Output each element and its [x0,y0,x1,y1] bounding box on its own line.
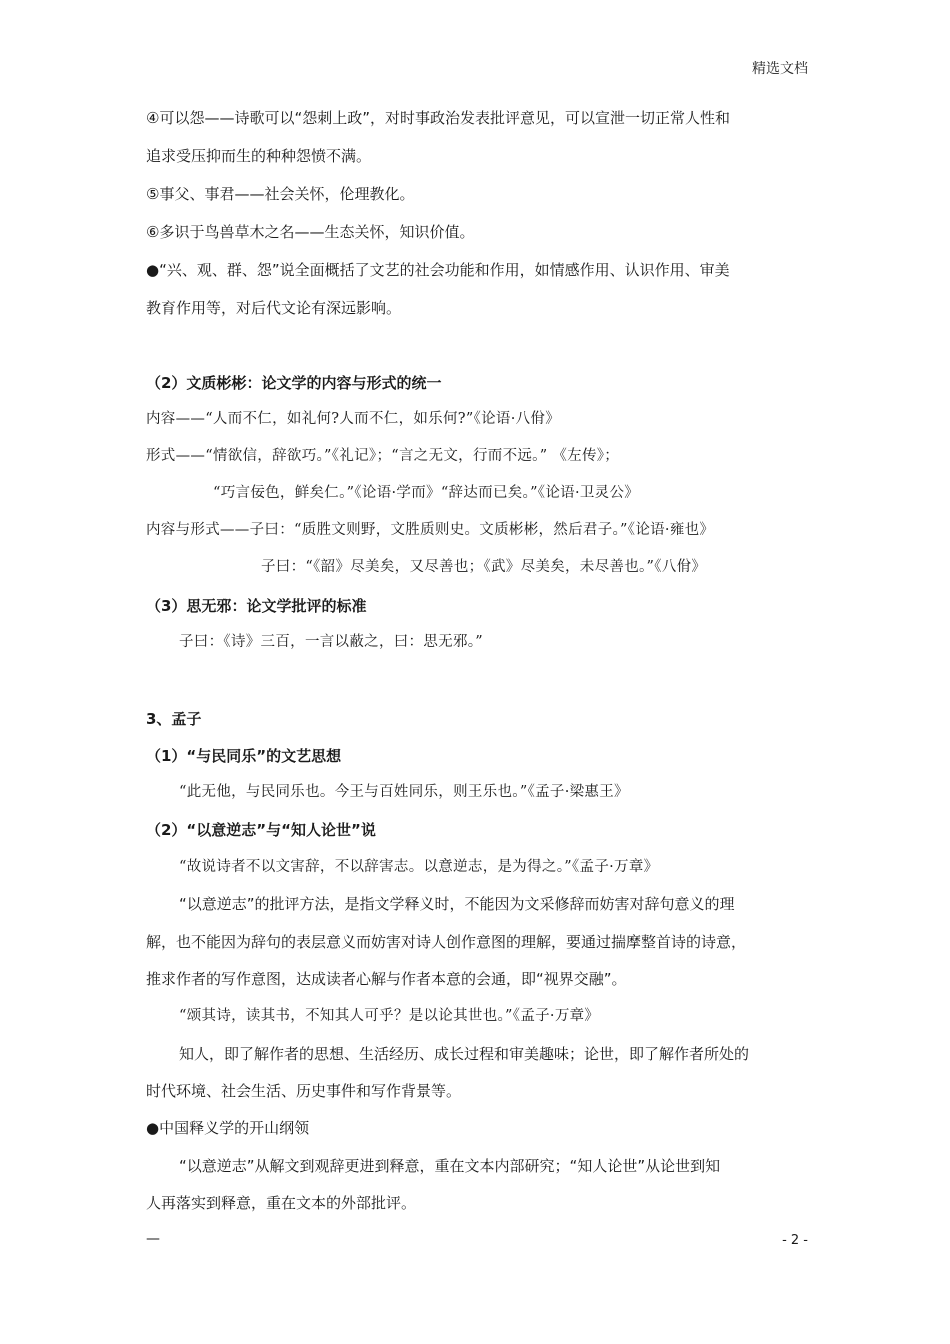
paragraph-line: 推求作者的写作意图，达成读者心解与作者本意的会通，即“视界交融”。 [146,970,627,988]
paragraph-line: “以意逆志”从解文到观辞更进到释意，重在文本内部研究；“知人论世”从论世到知 [179,1157,721,1175]
quote-line: 子曰：《诗》三百，一言以蔽之，曰：思无邪。” [179,634,484,650]
paragraph-line: 人再落实到释意，重在文本的外部批评。 [146,1194,417,1212]
quote-line: 内容与形式——子曰：“质胜文则野，文胜质则史。文质彬彬，然后君子。”《论语·雍也》 [146,522,715,538]
quote-line: “颂其诗，读其书，不知其人可乎？是以论其世也。”《孟子·万章》 [179,1008,600,1024]
section-heading: （2）文质彬彬：论文学的内容与形式的统一 [146,374,442,392]
paragraph-line: 时代环境、社会生活、历史事件和写作背景等。 [146,1082,462,1100]
paragraph-line: 知人，即了解作者的思想、生活经历、成长过程和审美趣味；论世，即了解作者所处的 [179,1045,750,1063]
paragraph-line: ⑤事父、事君——社会关怀，伦理教化。 [146,185,415,203]
paragraph-line: ●“兴、观、群、怨”说全面概括了文艺的社会功能和作用，如情感作用、认识作用、审美 [146,261,730,279]
paragraph-line: 教育作用等，对后代文论有深远影响。 [146,299,402,317]
quote-line: “此无他，与民同乐也。今王与百姓同乐，则王乐也。”《孟子·梁惠王》 [179,784,629,800]
paragraph-line: 解，也不能因为辞句的表层意义而妨害对诗人创作意图的理解，要通过揣摩整首诗的诗意， [146,933,747,951]
section-heading: （1）“与民同乐”的文艺思想 [146,747,342,765]
quote-line: 形式——“情欲信，辞欲巧。”《礼记》；“言之无文，行而不远。” 《左传》； [146,448,620,464]
paragraph-line: “以意逆志”的批评方法，是指文学释义时，不能因为文采修辞而妨害对辞句意义的理 [179,895,735,913]
paragraph-line: 追求受压抑而生的种种怨愤不满。 [146,147,372,165]
page-header-label: 精选文档 [752,61,808,77]
quote-line: “故说诗者不以文害辞，不以辞害志。以意逆志，是为得之。”《孟子·万章》 [179,859,659,875]
quote-line: “巧言佞色，鲜矣仁。”《论语·学而》“辞达而已矣。”《论语·卫灵公》 [213,485,640,501]
footer-dash: — [146,1231,160,1247]
page-number: - 2 - [782,1233,808,1248]
paragraph-line: ④可以怨——诗歌可以“怨刺上政”，对时事政治发表批评意见，可以宣泄一切正常人性和 [146,109,730,127]
section-heading: （2）“以意逆志”与“知人论世”说 [146,821,376,839]
paragraph-line: ⑥多识于鸟兽草木之名——生态关怀，知识价值。 [146,223,475,241]
chapter-heading: 3、孟子 [146,710,202,728]
section-heading: （3）思无邪：论文学批评的标准 [146,597,367,615]
paragraph-line: ●中国释义学的开山纲领 [146,1119,310,1137]
quote-line: 内容——“人而不仁，如礼何?人而不仁，如乐何?”《论语·八佾》 [146,411,561,427]
quote-line: 子曰：“《韶》尽美矣，又尽善也；《武》尽美矣，未尽善也。”《八佾》 [261,559,707,575]
